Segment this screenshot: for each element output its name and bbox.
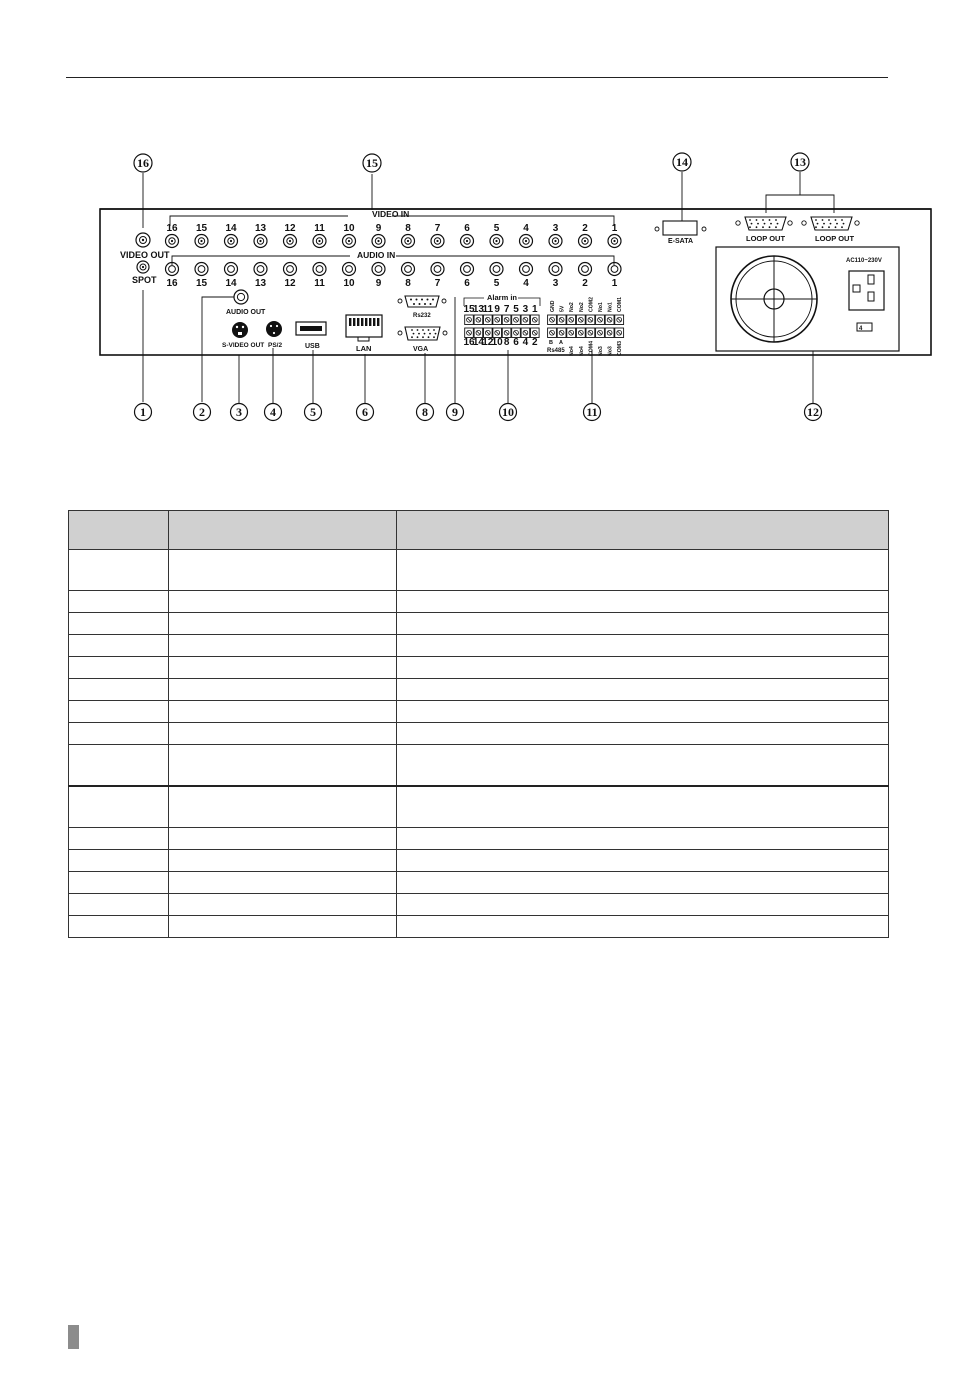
audio-in-channel-numbers [166,278,617,289]
video-in-channel-number: 6 [464,223,470,234]
alarm-in-number: 10 [491,337,503,348]
svg-text:6: 6 [362,405,368,419]
table-row [69,850,889,872]
table-row [69,613,889,635]
table-row [69,828,889,850]
alarm-in-number: 6 [513,337,519,348]
relay-label: COM1 [617,297,624,312]
audio-in-channel-number: 16 [166,278,178,289]
audio-in-channel-number: 5 [493,278,500,289]
relay-label: COM4 [588,341,595,356]
rs485-a-label: A [559,340,563,346]
video-in-bnc [431,235,444,248]
audio-in-rca [195,263,208,276]
svg-text:5: 5 [310,405,316,419]
video-in-bnc [166,235,179,248]
svg-text:14: 14 [676,155,688,169]
audio-in-channel-number: 10 [343,278,355,289]
video-in-channel-number: 10 [343,223,355,234]
alarm-in-number: 15 [463,304,475,315]
audio-in-rca [549,263,562,276]
ps2-label: PS/2 [268,342,283,349]
callout-9 [447,404,464,421]
video-in-bnc [195,235,208,248]
video-in-channel-number: 13 [254,223,267,234]
audio-in-rca [313,263,326,276]
callout-10 [500,404,517,421]
table-row [69,916,889,938]
svg-text:13: 13 [794,155,806,169]
table-row [69,657,889,679]
video-in-bnc [313,235,326,248]
rs485-b-label: B [549,340,553,346]
relay-label: No1 [607,302,614,312]
relay-label: 5V [559,305,566,312]
footer-marker [68,1325,79,1349]
video-in-channel-number: 7 [434,223,441,234]
video-in-channel-number: 3 [552,223,559,234]
audio-in-channel-number: 9 [375,278,382,289]
svg-text:12: 12 [807,405,819,419]
relay-label: GND [550,300,556,312]
alarm-in-number: 2 [532,337,538,348]
relay-label: No3 [598,346,604,356]
audio-in-channel-number: 12 [284,278,296,289]
alarm-in-number: 13 [472,304,484,315]
svg-text:16: 16 [137,156,149,170]
video-in-bnc [579,235,592,248]
callout-11 [584,404,601,421]
svg-text:10: 10 [502,405,514,419]
video-in-channel-number: 15 [195,223,208,234]
svg-text:11: 11 [586,405,598,419]
loop-out-label-2: LOOP OUT [815,234,855,243]
callout-4 [265,404,282,421]
alarm-in-number: 5 [513,304,519,315]
video-in-channel-number: 14 [225,223,237,234]
rs232-connector [398,296,446,307]
callout-3 [231,404,248,421]
top-rule [66,77,888,78]
relay-bottom-labels [569,341,623,356]
video-in-bnc [608,235,621,248]
audio-in-channel-number: 8 [405,278,411,289]
table-row [69,591,889,613]
table-row [69,745,889,787]
relay-top-labels [550,297,623,312]
video-in-channel-number: 5 [493,223,500,234]
callout-12 [805,404,822,421]
usb-label: USB [305,343,320,350]
audio-in-rca [284,263,297,276]
table-row [69,679,889,701]
audio-in-connectors [166,263,622,276]
callout-16 [134,154,152,172]
esata-connector [655,221,706,235]
audio-in-channel-number: 3 [552,278,559,289]
alarm-in-number: 4 [522,337,529,348]
alarm-in-number: 16 [463,337,475,348]
video-in-channel-number: 2 [582,223,588,234]
rs232-label: Rs232 [413,313,431,319]
bottom-callouts [135,404,822,421]
callout-15 [363,154,381,172]
svg-text:9: 9 [452,405,458,419]
alarm-in-number: 12 [482,337,494,348]
audio-in-rca [608,263,621,276]
usb-connector [296,322,326,335]
audio-in-rca [579,263,592,276]
table-row [69,701,889,723]
video-in-connectors [166,235,622,248]
loop-out-connector-1 [736,217,792,230]
alarm-in-bottom-numbers [463,337,538,348]
audio-out-connector [234,290,248,304]
audio-in-channel-number: 13 [254,278,267,289]
video-in-channel-number: 9 [375,223,382,234]
alarm-in-number: 9 [494,304,500,315]
alarm-in-number: 7 [503,304,510,315]
video-in-channel-number: 11 [314,223,325,234]
audio-in-channel-number: 7 [434,278,441,289]
table-row [69,550,889,591]
alarm-in-number: 14 [472,337,484,348]
s-video-connector [232,322,248,338]
relay-label: No3 [607,346,614,356]
callout-13 [791,153,809,171]
svg-text:15: 15 [366,156,378,170]
esata-label: E-SATA [668,238,694,245]
alarm-in-number: 11 [482,304,494,315]
rear-panel-figure [0,140,954,440]
vga-label: VGA [413,346,429,353]
video-in-bnc [284,235,297,248]
svg-text:3: 3 [236,405,242,419]
table-row [69,723,889,745]
lan-label: LAN [356,344,372,353]
svg-text:2: 2 [199,405,205,419]
voltage-switch-label: 4 [859,326,863,332]
callout-2 [194,404,211,421]
spot-connector [137,261,149,273]
video-in-channel-number: 1 [611,223,618,234]
audio-in-rca [490,263,503,276]
audio-in-rca [431,263,444,276]
audio-in-channel-number: 1 [611,278,618,289]
alarm-in-top-numbers [463,304,538,315]
video-in-bnc [402,235,415,248]
svg-text:1: 1 [140,405,146,419]
power-label: AC110~230V [846,258,882,264]
lan-connector [346,315,382,341]
table-row [69,872,889,894]
s-video-label: S-VIDEO OUT [222,342,265,349]
vga-connector [398,327,447,340]
spot-label: SPOT [132,275,157,285]
audio-in-rca [402,263,415,276]
alarm-in-terminals [465,315,539,338]
audio-in-rca [461,263,474,276]
video-in-channel-numbers [166,223,617,234]
video-in-channel-number: 4 [523,223,529,234]
alarm-in-label: Alarm in [487,293,518,302]
audio-out-label: AUDIO OUT [226,309,266,316]
audio-in-channel-number: 11 [314,278,325,289]
video-in-bnc [490,235,503,248]
audio-in-rca [343,263,356,276]
alarm-in-number: 8 [503,337,510,348]
audio-in-channel-number: 14 [225,278,237,289]
power-socket [849,271,884,310]
callout-14 [673,153,691,171]
callout-5 [305,404,322,421]
svg-text:8: 8 [422,405,428,419]
video-out-connector [136,233,150,247]
loop-out-label-1: LOOP OUT [746,234,786,243]
video-in-bnc [343,235,356,248]
video-out-label: VIDEO OUT [120,250,170,260]
video-in-bnc [225,235,238,248]
relay-terminals [548,315,624,338]
rs485-label: Rs485 [547,348,565,354]
relay-label: No4 [569,346,576,356]
svg-text:4: 4 [270,405,276,419]
audio-in-label: AUDIO IN [357,250,396,260]
relay-label: No2 [569,302,576,312]
table-row [69,894,889,916]
table-row [69,786,889,828]
loop-out-connector-2 [802,217,859,230]
callout-1 [135,404,152,421]
alarm-in-number: 3 [522,304,529,315]
audio-in-rca [520,263,533,276]
audio-in-channel-number: 15 [195,278,208,289]
audio-in-channel-number: 6 [464,278,470,289]
relay-label: COM2 [588,297,595,312]
audio-in-rca [254,263,267,276]
video-in-channel-number: 8 [405,223,411,234]
spec-table [68,510,889,938]
audio-in-channel-number: 2 [582,278,588,289]
relay-label: No1 [598,302,604,312]
ps2-connector [266,321,282,337]
audio-in-rca [225,263,238,276]
video-in-bnc [461,235,474,248]
audio-in-channel-number: 4 [523,278,529,289]
video-in-bnc [549,235,562,248]
callout-8 [417,404,434,421]
relay-label: No2 [578,302,585,312]
alarm-in-number: 1 [532,304,538,315]
video-in-label: VIDEO IN [372,209,410,219]
relay-label: No4 [578,346,585,356]
table-row [69,635,889,657]
table-header-row [69,511,889,550]
video-in-channel-number: 12 [284,223,296,234]
video-in-channel-number: 16 [166,223,178,234]
audio-in-rca [372,263,385,276]
callout-6 [357,404,374,421]
video-in-bnc [254,235,267,248]
relay-label: COM3 [617,341,624,356]
video-in-bnc [520,235,533,248]
video-in-bnc [372,235,385,248]
